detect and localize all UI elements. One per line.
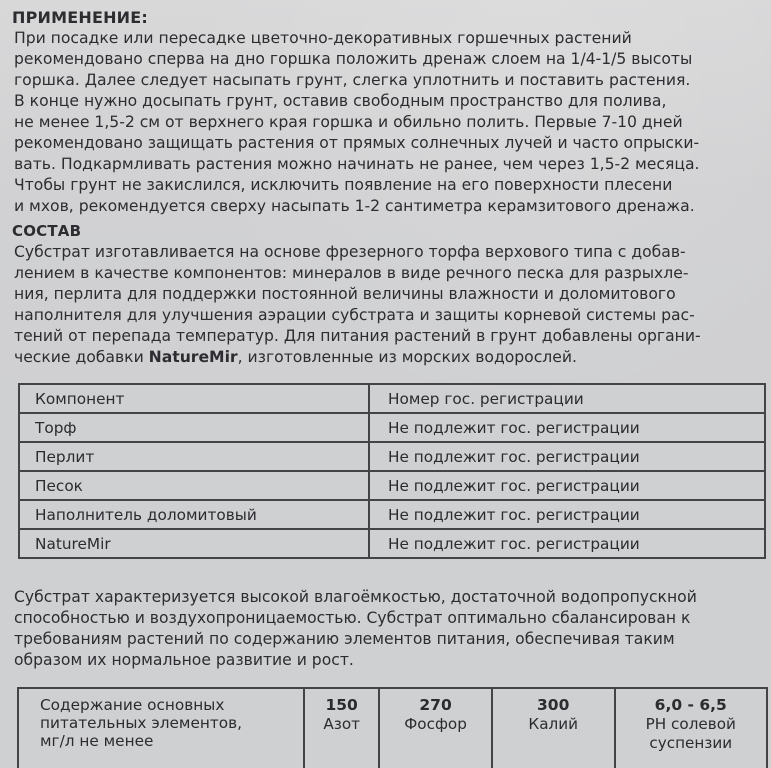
nutrient-row — [18, 688, 767, 768]
usage-line: При посадке или пересадке цветочно-декоративных горшечных растений — [13, 29, 632, 47]
nutrient-lead-line: питательных элементов, — [40, 714, 243, 732]
composition-line: тений от перепада температур. Для питания растений в грунт добавлены органи- — [14, 327, 701, 345]
usage-line: В конце нужно досыпать грунт, оставив свободным пространство для полива, — [14, 92, 667, 110]
usage-line: горшка. Далее следует насыпать грунт, слегка уплотнить и поставить растения. — [13, 71, 691, 89]
phosphorus-value: 270 — [419, 696, 452, 714]
component-name: Перлит — [19, 442, 369, 471]
registration-status: Не подлежит гос. регистрации — [369, 471, 765, 500]
phosphorus-cell — [379, 688, 492, 768]
nitrogen-cell — [304, 688, 379, 768]
potassium-label: Калий — [528, 715, 578, 733]
ph-value: 6,0 - 6,5 — [654, 696, 727, 714]
property-line: Субстрат характеризуется высокой влагоёмкостью, достаточной водопропускной — [14, 588, 697, 606]
usage-line: рекомендовано защищать растения от прямых солнечных лучей и часто опрыски- — [14, 134, 700, 152]
nutrient-lead-line: мг/л не менее — [40, 732, 154, 750]
property-line: способностью и воздухопроницаемостью. Субстрат оптимально сбалансирован к — [14, 609, 691, 627]
ph-label: РН солевой — [645, 715, 736, 733]
nutrient-lead-line: Содержание основных — [40, 696, 225, 714]
nutrient-table — [17, 687, 768, 768]
substrate-properties — [14, 587, 762, 671]
potassium-value: 300 — [537, 696, 570, 714]
composition-last-line-suffix: , изготовленные из морских водорослей. — [237, 348, 578, 366]
usage-line: рекомендовано сперва на дно горшка положить дренаж слоем на 1/4-1/5 высоты — [14, 50, 693, 68]
composition-line: лением в качестве компонентов: минералов в виде речного песка для разрыхле- — [13, 264, 689, 282]
registration-row — [19, 500, 765, 529]
component-name: Песок — [19, 471, 369, 500]
nitrogen-value: 150 — [325, 696, 358, 714]
usage-line: и мхов, рекомендуется сверху насыпать 1-2 сантиметра керамзитового дренажа. — [13, 197, 695, 215]
composition-heading: СОСТАВ — [12, 222, 82, 240]
usage-paragraph — [14, 28, 758, 217]
composition-line: ния, перлита для поддержки постоянной величины влажности и доломитового — [14, 285, 676, 303]
usage-heading: ПРИМЕНЕНИЕ: — [12, 8, 148, 27]
registration-status: Не подлежит гос. регистрации — [369, 529, 765, 558]
registration-row — [19, 471, 765, 500]
potassium-cell — [492, 688, 615, 768]
registration-row — [19, 529, 765, 558]
usage-line: вать. Подкармливать растения можно начинать не ранее, чем через 1,5-2 месяца. — [13, 155, 700, 173]
registration-header: Номер гос. регистрации — [369, 384, 765, 413]
ph-cell — [615, 688, 768, 768]
component-header: Компонент — [19, 384, 369, 413]
nutrient-lead — [18, 688, 304, 768]
composition-line: наполнителя для улучшения аэрации субстрата и защиты корневой системы рас- — [13, 306, 695, 324]
registration-row — [19, 413, 765, 442]
phosphorus-label: Фосфор — [404, 715, 467, 733]
registration-header-row — [19, 384, 765, 413]
component-name: NatureMir — [19, 529, 369, 558]
registration-table — [18, 383, 766, 559]
registration-status: Не подлежит гос. регистрации — [369, 413, 765, 442]
composition-paragraph — [14, 242, 758, 368]
composition-last-line-prefix: ческие добавки — [13, 348, 149, 366]
property-line: образом их нормальное развитие и рост. — [14, 651, 354, 669]
property-line: требованиям растений по содержанию элементов питания, обеспечивая таким — [14, 630, 675, 648]
usage-line: не менее 1,5-2 см от верхнего края горшка и обильно полить. Первые 7-10 дней — [13, 113, 683, 131]
component-name: Торф — [19, 413, 369, 442]
brand-name: NatureMir — [148, 348, 238, 366]
composition-last-line — [14, 347, 758, 368]
ph-suspension-label: суспензии — [649, 734, 733, 752]
nitrogen-label: Азот — [323, 715, 360, 733]
composition-line: Субстрат изготавливается на основе фрезерного торфа верхового типа с добав- — [14, 243, 686, 261]
registration-row — [19, 442, 765, 471]
component-name: Наполнитель доломитовый — [19, 500, 369, 529]
usage-line: Чтобы грунт не закислился, исключить появление на его поверхности плесени — [14, 176, 673, 194]
registration-status: Не подлежит гос. регистрации — [369, 500, 765, 529]
registration-status: Не подлежит гос. регистрации — [369, 442, 765, 471]
